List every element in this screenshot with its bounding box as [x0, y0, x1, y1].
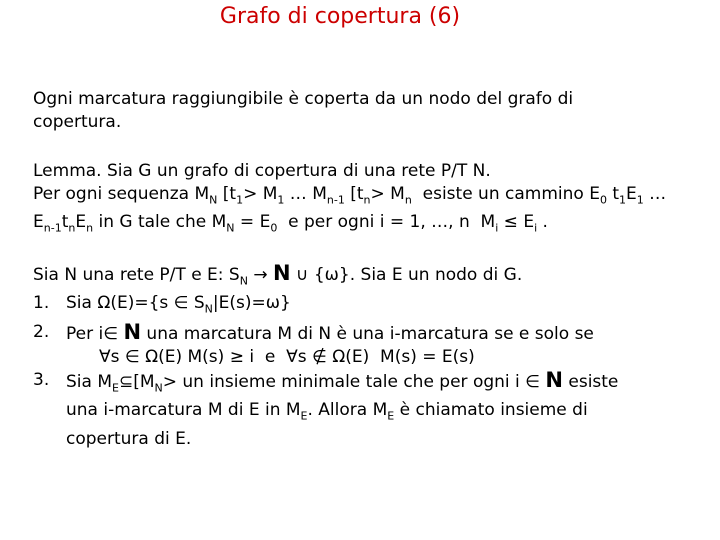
slide-title: Grafo di copertura (6) — [219, 4, 461, 29]
definitions-intro-line: Sia N una rete P/T e E: $S_N \to N$ ∪ {ω}. Sia E un nodo di G. — [33, 261, 523, 288]
definition-line: Sia Ω(E)={s ∈ $S_N|E(s)=\omega$} — [66, 293, 291, 316]
definition-item-2 — [33, 321, 693, 369]
intro-line: copertura. — [33, 112, 122, 132]
definition-line: Sia $M_E⊆[M_N>$ un insieme minimale tale che per ogni i ∈ N esiste — [66, 367, 619, 395]
list-number: 2. — [33, 321, 50, 342]
lemma-paragraph — [33, 160, 693, 240]
list-number: 1. — [33, 293, 50, 314]
lemma-line: $E_{n-1}t_nE_n$ in G tale che $M_N = E_0$ e per ogni i = 1, …, n $M_i \le E_i$ . — [33, 212, 548, 235]
definitions-paragraph — [33, 262, 693, 451]
definition-line: copertura di E. — [66, 428, 192, 449]
definition-line: una i-marcatura M di E in $M_E$. Allora $M_E$ è chiamato insieme di — [66, 400, 588, 423]
list-number: 3. — [33, 369, 50, 390]
intro-paragraph — [33, 88, 693, 134]
definition-line: ∀s ∈ Ω(E) M(s) ≥ i e ∀s ∉ Ω(E) M(s) = E(s) — [99, 346, 475, 367]
definition-item-1 — [33, 292, 693, 320]
intro-line: Ogni marcatura raggiungibile è coperta da un nodo del grafo di — [33, 89, 574, 109]
lemma-line: Lemma. Sia G un grafo di copertura di una rete P/T N. — [33, 161, 491, 181]
definition-line: Per i∈ N una marcatura M di N è una i-marcatura se e solo se — [66, 319, 594, 344]
lemma-line: Per ogni sequenza $M_N$ [$t_1> M_1$ … $M_{n-1}$ [$t_n> M_n$ esiste un cammino $E_0$ $t_1E_1$ … — [33, 184, 667, 207]
definition-item-3 — [33, 369, 693, 451]
